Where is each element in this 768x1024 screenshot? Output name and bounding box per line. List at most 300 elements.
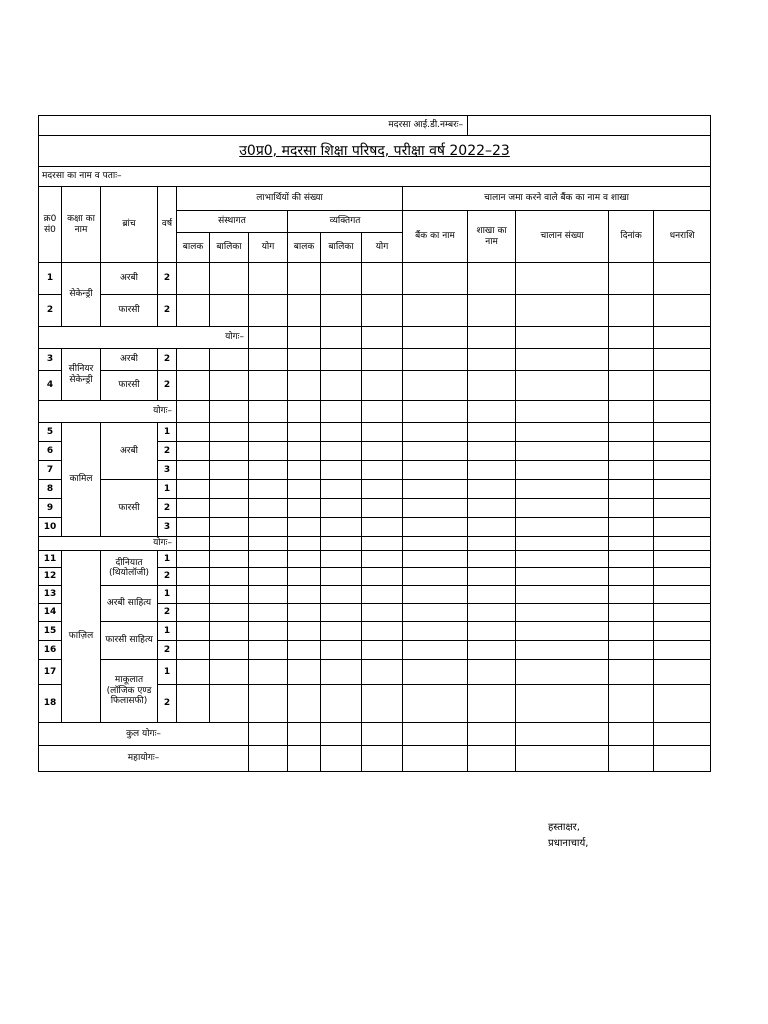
data-cell[interactable] <box>468 349 516 371</box>
data-cell[interactable] <box>362 518 403 537</box>
data-cell[interactable] <box>362 263 403 295</box>
data-cell[interactable] <box>210 442 249 461</box>
data-cell[interactable] <box>321 586 362 604</box>
data-cell[interactable] <box>362 461 403 480</box>
col-header-challan: चालान जमा करने वाले बैंक का नाम व शाखा <box>403 187 711 211</box>
data-cell[interactable] <box>321 295 362 327</box>
data-cell[interactable] <box>403 685 468 723</box>
branch-name: अरबी <box>101 263 158 295</box>
data-cell[interactable] <box>210 480 249 499</box>
data-cell[interactable] <box>288 723 321 746</box>
data-cell[interactable] <box>609 461 654 480</box>
data-cell[interactable] <box>321 442 362 461</box>
data-cell[interactable] <box>609 551 654 568</box>
serial-number: 16 <box>39 641 62 660</box>
data-cell[interactable] <box>288 604 321 622</box>
branch-name: अरबी <box>101 349 158 371</box>
data-cell[interactable] <box>249 723 288 746</box>
data-cell[interactable] <box>362 499 403 518</box>
data-cell[interactable] <box>609 746 654 772</box>
data-cell[interactable] <box>654 295 711 327</box>
data-cell[interactable] <box>210 622 249 641</box>
signature-label: हस्ताक्षर, <box>548 822 580 833</box>
data-cell[interactable] <box>609 518 654 537</box>
data-cell[interactable] <box>609 371 654 401</box>
data-cell[interactable] <box>249 327 288 349</box>
data-cell[interactable] <box>468 551 516 568</box>
data-cell[interactable] <box>210 401 249 423</box>
data-cell[interactable] <box>362 349 403 371</box>
data-cell[interactable] <box>177 586 210 604</box>
data-cell[interactable] <box>654 537 711 551</box>
data-cell[interactable] <box>654 641 711 660</box>
data-cell[interactable] <box>321 518 362 537</box>
data-cell[interactable] <box>468 263 516 295</box>
branch-name: अरबी साहित्य <box>101 586 158 622</box>
data-cell[interactable] <box>210 461 249 480</box>
data-cell[interactable] <box>177 685 210 723</box>
data-cell[interactable] <box>468 723 516 746</box>
data-cell[interactable] <box>516 641 609 660</box>
data-cell[interactable] <box>516 537 609 551</box>
year-number: 2 <box>158 499 177 518</box>
data-cell[interactable] <box>609 480 654 499</box>
data-cell[interactable] <box>468 442 516 461</box>
data-cell[interactable] <box>516 622 609 641</box>
table-row <box>39 551 711 568</box>
data-cell[interactable] <box>288 480 321 499</box>
data-cell[interactable] <box>609 263 654 295</box>
col-header-institutional: संस्थागत <box>177 211 288 233</box>
data-cell[interactable] <box>288 622 321 641</box>
data-cell[interactable] <box>403 641 468 660</box>
serial-number: 4 <box>39 371 62 401</box>
form-title: उ0प्र0, मदरसा शिक्षा परिषद, परीक्षा वर्ष 2022–23 <box>39 136 711 167</box>
data-cell[interactable] <box>321 685 362 723</box>
data-cell[interactable] <box>468 568 516 586</box>
data-cell[interactable] <box>288 537 321 551</box>
col-header-date: दिनांक <box>609 211 654 263</box>
data-cell[interactable] <box>654 723 711 746</box>
data-cell[interactable] <box>403 723 468 746</box>
data-cell[interactable] <box>654 263 711 295</box>
data-cell[interactable] <box>210 499 249 518</box>
table-row <box>39 263 711 295</box>
data-cell[interactable] <box>654 442 711 461</box>
data-cell[interactable] <box>362 641 403 660</box>
data-cell[interactable] <box>177 568 210 586</box>
overall-total-label: महायोगः– <box>39 746 249 772</box>
data-cell[interactable] <box>403 586 468 604</box>
data-cell[interactable] <box>210 604 249 622</box>
year-number: 3 <box>158 518 177 537</box>
data-cell[interactable] <box>468 622 516 641</box>
data-cell[interactable] <box>321 641 362 660</box>
madarsa-id-field[interactable] <box>468 116 711 136</box>
data-cell[interactable] <box>288 263 321 295</box>
data-cell[interactable] <box>468 685 516 723</box>
data-cell[interactable] <box>516 263 609 295</box>
data-cell[interactable] <box>468 401 516 423</box>
data-cell[interactable] <box>654 401 711 423</box>
data-cell[interactable] <box>321 480 362 499</box>
data-cell[interactable] <box>654 685 711 723</box>
data-cell[interactable] <box>654 327 711 349</box>
data-cell[interactable] <box>516 442 609 461</box>
data-cell[interactable] <box>403 568 468 586</box>
data-cell[interactable] <box>609 401 654 423</box>
data-cell[interactable] <box>177 371 210 401</box>
data-cell[interactable] <box>468 371 516 401</box>
data-cell[interactable] <box>288 327 321 349</box>
data-cell[interactable] <box>210 349 249 371</box>
data-cell[interactable] <box>403 349 468 371</box>
col-header-beneficiaries: लाभार्थियों की संख्या <box>177 187 403 211</box>
data-cell[interactable] <box>321 537 362 551</box>
data-cell[interactable] <box>403 442 468 461</box>
subtotal-label: योगः– <box>39 401 177 423</box>
data-cell[interactable] <box>288 423 321 442</box>
subtotal-row <box>39 537 711 551</box>
data-cell[interactable] <box>249 537 288 551</box>
data-cell[interactable] <box>362 746 403 772</box>
data-cell[interactable] <box>321 660 362 685</box>
serial-number: 18 <box>39 685 62 723</box>
data-cell[interactable] <box>321 622 362 641</box>
data-cell[interactable] <box>210 371 249 401</box>
col-header-year: वर्ष <box>158 187 177 263</box>
serial-number: 14 <box>39 604 62 622</box>
data-cell[interactable] <box>654 586 711 604</box>
data-cell[interactable] <box>609 499 654 518</box>
data-cell[interactable] <box>468 586 516 604</box>
data-cell[interactable] <box>654 568 711 586</box>
table-row <box>39 423 711 442</box>
data-cell[interactable] <box>516 480 609 499</box>
data-cell[interactable] <box>654 499 711 518</box>
data-cell[interactable] <box>362 423 403 442</box>
data-cell[interactable] <box>288 371 321 401</box>
branch-name: फारसी <box>101 371 158 401</box>
overall-total-row <box>39 746 711 772</box>
data-cell[interactable] <box>249 423 288 442</box>
data-cell[interactable] <box>516 518 609 537</box>
data-cell[interactable] <box>403 327 468 349</box>
data-cell[interactable] <box>468 480 516 499</box>
data-cell[interactable] <box>403 423 468 442</box>
data-cell[interactable] <box>362 622 403 641</box>
data-cell[interactable] <box>468 423 516 442</box>
data-cell[interactable] <box>609 685 654 723</box>
data-cell[interactable] <box>362 685 403 723</box>
data-cell[interactable] <box>288 499 321 518</box>
data-cell[interactable] <box>249 685 288 723</box>
data-cell[interactable] <box>609 641 654 660</box>
data-cell[interactable] <box>249 551 288 568</box>
data-cell[interactable] <box>654 349 711 371</box>
data-cell[interactable] <box>249 604 288 622</box>
data-cell[interactable] <box>249 568 288 586</box>
data-cell[interactable] <box>362 568 403 586</box>
data-cell[interactable] <box>403 622 468 641</box>
col-header-institutional-total: योग <box>249 233 288 263</box>
data-cell[interactable] <box>321 568 362 586</box>
branch-name: फारसी <box>101 480 158 537</box>
data-cell[interactable] <box>177 401 210 423</box>
data-cell[interactable] <box>609 349 654 371</box>
data-cell[interactable] <box>468 641 516 660</box>
data-cell[interactable] <box>249 586 288 604</box>
data-cell[interactable] <box>249 641 288 660</box>
data-cell[interactable] <box>288 685 321 723</box>
data-cell[interactable] <box>609 295 654 327</box>
data-cell[interactable] <box>210 568 249 586</box>
data-cell[interactable] <box>468 746 516 772</box>
data-cell[interactable] <box>177 423 210 442</box>
data-cell[interactable] <box>288 295 321 327</box>
data-cell[interactable] <box>468 327 516 349</box>
data-cell[interactable] <box>468 461 516 480</box>
serial-number: 5 <box>39 423 62 442</box>
data-cell[interactable] <box>249 461 288 480</box>
serial-number: 6 <box>39 442 62 461</box>
serial-number: 17 <box>39 660 62 685</box>
data-cell[interactable] <box>177 622 210 641</box>
data-cell[interactable] <box>321 263 362 295</box>
data-cell[interactable] <box>609 537 654 551</box>
data-cell[interactable] <box>210 660 249 685</box>
year-number: 2 <box>158 568 177 586</box>
serial-number: 15 <box>39 622 62 641</box>
data-cell[interactable] <box>321 499 362 518</box>
data-cell[interactable] <box>609 442 654 461</box>
data-cell[interactable] <box>362 604 403 622</box>
data-cell[interactable] <box>177 499 210 518</box>
data-cell[interactable] <box>468 295 516 327</box>
data-cell[interactable] <box>516 685 609 723</box>
data-cell[interactable] <box>403 604 468 622</box>
data-cell[interactable] <box>403 371 468 401</box>
table-row <box>39 349 711 371</box>
data-cell[interactable] <box>321 723 362 746</box>
data-cell[interactable] <box>516 371 609 401</box>
data-cell[interactable] <box>249 622 288 641</box>
data-cell[interactable] <box>654 461 711 480</box>
data-cell[interactable] <box>362 586 403 604</box>
data-cell[interactable] <box>468 660 516 685</box>
data-cell[interactable] <box>516 423 609 442</box>
data-cell[interactable] <box>468 537 516 551</box>
serial-number: 11 <box>39 551 62 568</box>
data-cell[interactable] <box>249 371 288 401</box>
grand-total-row <box>39 723 711 746</box>
data-cell[interactable] <box>321 423 362 442</box>
data-cell[interactable] <box>249 480 288 499</box>
data-cell[interactable] <box>210 518 249 537</box>
data-cell[interactable] <box>288 349 321 371</box>
data-cell[interactable] <box>609 327 654 349</box>
data-cell[interactable] <box>210 263 249 295</box>
data-cell[interactable] <box>177 480 210 499</box>
data-cell[interactable] <box>516 723 609 746</box>
data-cell[interactable] <box>249 295 288 327</box>
data-cell[interactable] <box>403 295 468 327</box>
data-cell[interactable] <box>609 423 654 442</box>
data-cell[interactable] <box>321 327 362 349</box>
col-header-bank-name: बैंक का नाम <box>403 211 468 263</box>
data-cell[interactable] <box>403 660 468 685</box>
col-header-private-total: योग <box>362 233 403 263</box>
data-cell[interactable] <box>288 568 321 586</box>
data-cell[interactable] <box>516 401 609 423</box>
data-cell[interactable] <box>177 518 210 537</box>
data-cell[interactable] <box>609 604 654 622</box>
data-cell[interactable] <box>210 586 249 604</box>
data-cell[interactable] <box>654 622 711 641</box>
data-cell[interactable] <box>362 327 403 349</box>
col-header-sno: क्र0 सं0 <box>39 187 62 263</box>
data-cell[interactable] <box>177 537 210 551</box>
data-cell[interactable] <box>177 641 210 660</box>
subtotal-row <box>39 401 711 423</box>
data-cell[interactable] <box>177 461 210 480</box>
data-cell[interactable] <box>249 518 288 537</box>
data-cell[interactable] <box>288 442 321 461</box>
data-cell[interactable] <box>288 660 321 685</box>
data-cell[interactable] <box>249 401 288 423</box>
data-cell[interactable] <box>609 568 654 586</box>
data-cell[interactable] <box>403 537 468 551</box>
year-number: 2 <box>158 349 177 371</box>
data-cell[interactable] <box>403 401 468 423</box>
data-cell[interactable] <box>177 295 210 327</box>
data-cell[interactable] <box>210 641 249 660</box>
data-cell[interactable] <box>516 499 609 518</box>
data-cell[interactable] <box>468 499 516 518</box>
data-cell[interactable] <box>403 480 468 499</box>
data-cell[interactable] <box>516 295 609 327</box>
data-cell[interactable] <box>288 518 321 537</box>
data-cell[interactable] <box>654 660 711 685</box>
data-cell[interactable] <box>177 263 210 295</box>
branch-name: अरबी <box>101 423 158 480</box>
data-cell[interactable] <box>362 371 403 401</box>
data-cell[interactable] <box>468 518 516 537</box>
data-cell[interactable] <box>609 660 654 685</box>
data-cell[interactable] <box>654 423 711 442</box>
data-cell[interactable] <box>609 586 654 604</box>
serial-number: 12 <box>39 568 62 586</box>
data-cell[interactable] <box>516 568 609 586</box>
table-row <box>39 371 711 401</box>
data-cell[interactable] <box>321 746 362 772</box>
data-cell[interactable] <box>654 480 711 499</box>
data-cell[interactable] <box>288 401 321 423</box>
data-cell[interactable] <box>362 660 403 685</box>
data-cell[interactable] <box>654 746 711 772</box>
data-cell[interactable] <box>210 295 249 327</box>
data-cell[interactable] <box>362 537 403 551</box>
data-cell[interactable] <box>403 746 468 772</box>
data-cell[interactable] <box>288 641 321 660</box>
col-header-institutional-boys: बालक <box>177 233 210 263</box>
data-cell[interactable] <box>362 480 403 499</box>
data-cell[interactable] <box>403 551 468 568</box>
data-cell[interactable] <box>249 499 288 518</box>
data-cell[interactable] <box>249 660 288 685</box>
data-cell[interactable] <box>516 551 609 568</box>
data-cell[interactable] <box>177 660 210 685</box>
data-cell[interactable] <box>210 551 249 568</box>
data-cell[interactable] <box>362 295 403 327</box>
data-cell[interactable] <box>516 461 609 480</box>
year-number: 1 <box>158 622 177 641</box>
data-cell[interactable] <box>249 263 288 295</box>
data-cell[interactable] <box>288 461 321 480</box>
data-cell[interactable] <box>516 660 609 685</box>
data-cell[interactable] <box>288 551 321 568</box>
data-cell[interactable] <box>362 723 403 746</box>
year-number: 1 <box>158 423 177 442</box>
data-cell[interactable] <box>177 551 210 568</box>
data-cell[interactable] <box>654 604 711 622</box>
data-cell[interactable] <box>210 685 249 723</box>
principal-label: प्रधानाचार्य, <box>548 838 589 849</box>
data-cell[interactable] <box>362 401 403 423</box>
data-cell[interactable] <box>177 349 210 371</box>
data-cell[interactable] <box>654 371 711 401</box>
data-cell[interactable] <box>249 442 288 461</box>
data-cell[interactable] <box>321 461 362 480</box>
data-cell[interactable] <box>321 371 362 401</box>
data-cell[interactable] <box>654 551 711 568</box>
data-cell[interactable] <box>516 604 609 622</box>
data-cell[interactable] <box>362 551 403 568</box>
exam-form-table <box>38 115 711 772</box>
data-cell[interactable] <box>321 604 362 622</box>
data-cell[interactable] <box>249 349 288 371</box>
data-cell[interactable] <box>609 723 654 746</box>
data-cell[interactable] <box>516 327 609 349</box>
data-cell[interactable] <box>403 263 468 295</box>
data-cell[interactable] <box>288 586 321 604</box>
year-number: 2 <box>158 641 177 660</box>
data-cell[interactable] <box>288 746 321 772</box>
data-cell[interactable] <box>654 518 711 537</box>
data-cell[interactable] <box>468 604 516 622</box>
data-cell[interactable] <box>210 423 249 442</box>
data-cell[interactable] <box>321 401 362 423</box>
year-number: 2 <box>158 442 177 461</box>
data-cell[interactable] <box>403 461 468 480</box>
data-cell[interactable] <box>516 746 609 772</box>
data-cell[interactable] <box>177 604 210 622</box>
data-cell[interactable] <box>321 551 362 568</box>
data-cell[interactable] <box>403 518 468 537</box>
data-cell[interactable] <box>609 622 654 641</box>
data-cell[interactable] <box>516 586 609 604</box>
data-cell[interactable] <box>403 499 468 518</box>
data-cell[interactable] <box>177 442 210 461</box>
serial-number: 10 <box>39 518 62 537</box>
serial-number: 8 <box>39 480 62 499</box>
data-cell[interactable] <box>249 746 288 772</box>
madarsa-name-address-label: मदरसा का नाम व पताः– <box>39 167 711 187</box>
data-cell[interactable] <box>362 442 403 461</box>
data-cell[interactable] <box>321 349 362 371</box>
data-cell[interactable] <box>516 349 609 371</box>
data-cell[interactable] <box>210 537 249 551</box>
